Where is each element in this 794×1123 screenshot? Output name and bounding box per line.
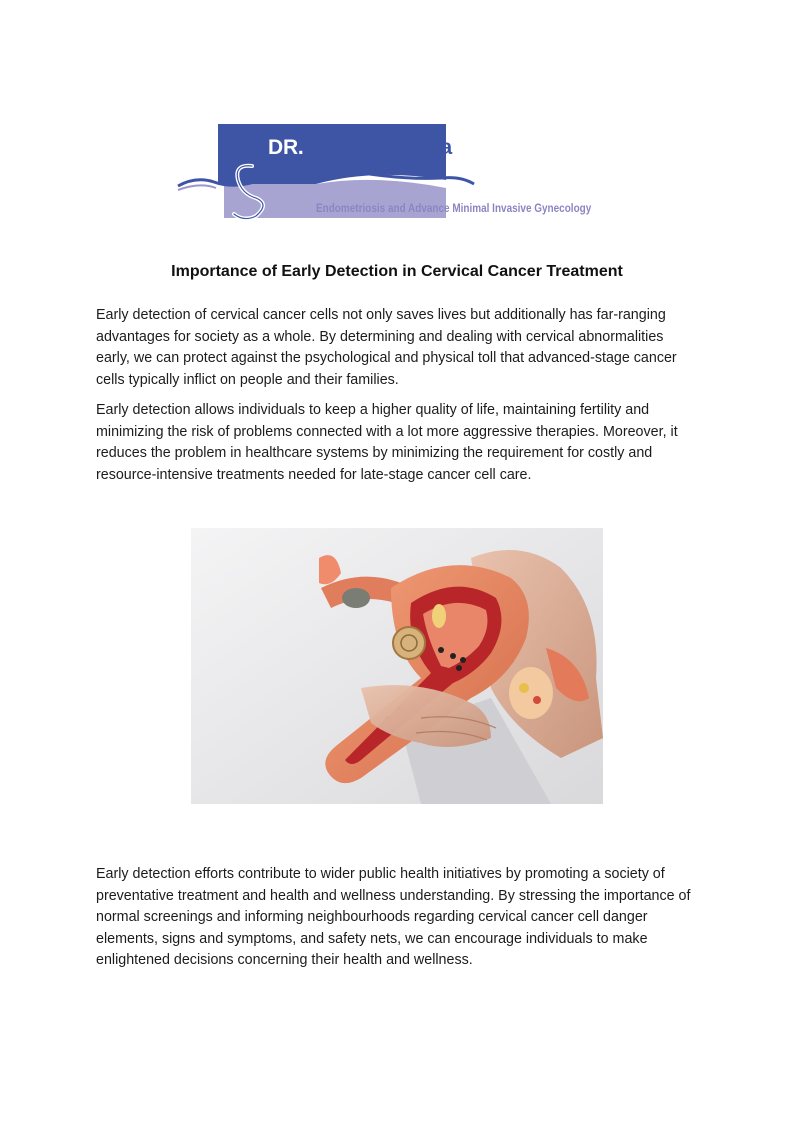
- logo-prefix: DR.: [268, 136, 304, 159]
- clinic-logo: [176, 118, 606, 224]
- uterus-model-photo: [191, 528, 603, 804]
- logo-doctor-name: Sandip Sonara: [307, 136, 453, 159]
- paragraph-2: Early detection allows individuals to keep a higher quality of life, maintaining fertility and minimizing the risk of problems connected with a lot more aggressive therapies. Moreover, it reduces the problem in healthcare systems by minimizing the requirement for costly and resource-intensive treatments needed for late-stage cancer cell care.: [96, 402, 678, 483]
- logo-name: [268, 136, 452, 160]
- logo-tagline: Endometriosis and Advance Minimal Invasive Gynecology: [316, 201, 592, 215]
- article-title: Importance of Early Detection in Cervical Cancer Treatment: [171, 263, 623, 280]
- paragraph-3: Early detection efforts contribute to wider public health initiatives by promoting a society of preventative treatment and health and wellness understanding. By stressing the importance of normal screenings and informing neighbourhoods regarding cervical cancer cell danger elements, signs and symptoms, and safety nets, we can encourage individuals to make enlightened decisions concerning their health and wellness.: [96, 866, 691, 968]
- paragraph-1: Early detection of cervical cancer cells not only saves lives but additionally has far-ranging advantages for society as a whole. By determining and dealing with cervical abnormalities early, we can protect against the psychological and physical toll that advanced-stage cancer cells typically inflict on people and their families.: [96, 307, 677, 388]
